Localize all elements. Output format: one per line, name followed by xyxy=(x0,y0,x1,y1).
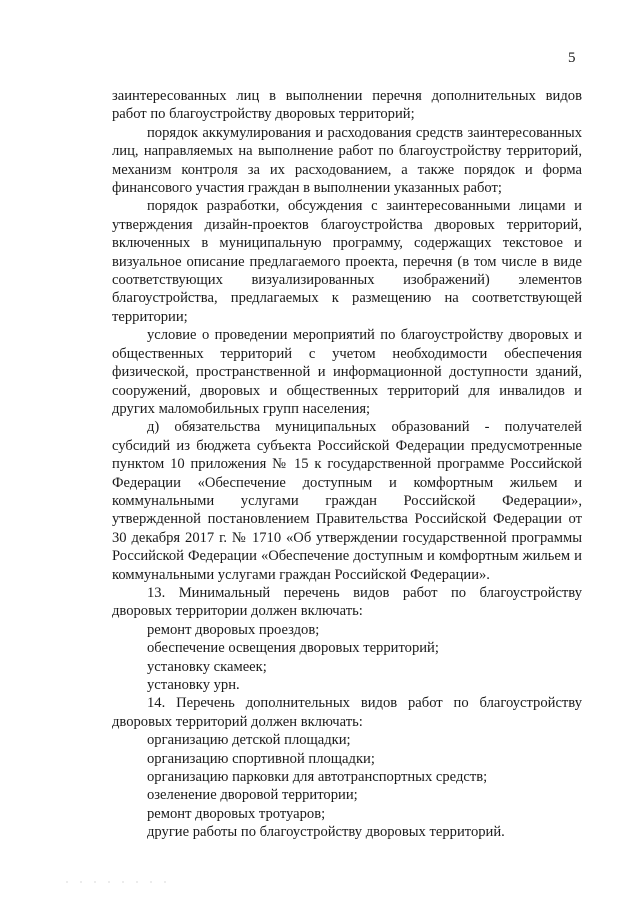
list-item: озеленение дворовой территории; xyxy=(147,787,358,804)
paragraph-design-projects: порядок разработки, обсуждения с заинтересованными лицами и утверждения дизайн-проектов благоустройства дворовых территорий, включенных в муниципальную программу, содержащих текстовое и визуальное описание предлагаемого проекта, перечня (в том числе в виде соответствующих визуализированных изображений) элементов благоустройства, предлагаемых к размещению на соответствующей территории; xyxy=(112,198,582,325)
list-13 xyxy=(112,621,582,695)
document-body xyxy=(112,87,582,842)
list-item: установку скамеек; xyxy=(147,658,267,675)
list-item: организацию парковки для автотранспортных средств; xyxy=(147,769,488,786)
list-item: обеспечение освещения дворовых территорий; xyxy=(147,640,439,657)
page-number: 5 xyxy=(568,50,576,66)
list-item: ремонт дворовых проездов; xyxy=(147,621,320,638)
scan-specks xyxy=(60,880,170,884)
list-14 xyxy=(112,731,582,841)
paragraph-accumulation-order: порядок аккумулирования и расходования средств заинтересованных лиц, направляемых на выполнение работ по благоустройству территорий, механизм контроля за их расходованием, а также порядок и форма финансового участия граждан в выполнении указанных работ; xyxy=(112,124,582,197)
paragraph-13-heading: 13. Минимальный перечень видов работ по благоустройству дворовых территории должен включать: xyxy=(112,584,582,620)
list-item: ремонт дворовых тротуаров; xyxy=(147,805,326,822)
paragraph-accessibility: условие о проведении мероприятий по благоустройству дворовых и общественных территорий с учетом необходимости обеспечения физической, пространственной и информационной доступности зданий, сооружений, дворовых и общественных территорий для инвалидов и других маломобильных групп населения; xyxy=(112,327,582,417)
list-item: другие работы по благоустройству дворовых территорий. xyxy=(147,824,505,841)
list-item: организацию детской площадки; xyxy=(147,732,351,749)
list-item: установку урн. xyxy=(147,677,240,693)
list-item: организацию спортивной площадки; xyxy=(147,750,375,767)
paragraph-obligations-d: д) обязательства муниципальных образований - получателей субсидий из бюджета субъекта Российской Федерации предусмотренные пунктом 10 приложения № 15 к государственной программе Российской Федерации «Обеспечение доступным и комфортным жильем и коммунальными услугами граждан Российской Федерации», утвержденной постановлением Правительства Российской Федерации от 30 декабря 2017 г. № 1710 «Об утверждении государственной программы Российской Федерации «Обеспечение доступным и комфортным жильем и коммунальными услугами граждан Российской Федерации». xyxy=(112,419,582,583)
paragraph-continuation: заинтересованных лиц в выполнении перечня дополнительных видов работ по благоустройству дворовых территорий; xyxy=(112,88,582,123)
paragraph-14-heading: 14. Перечень дополнительных видов работ по благоустройству дворовых территорий должен включать: xyxy=(112,695,582,730)
